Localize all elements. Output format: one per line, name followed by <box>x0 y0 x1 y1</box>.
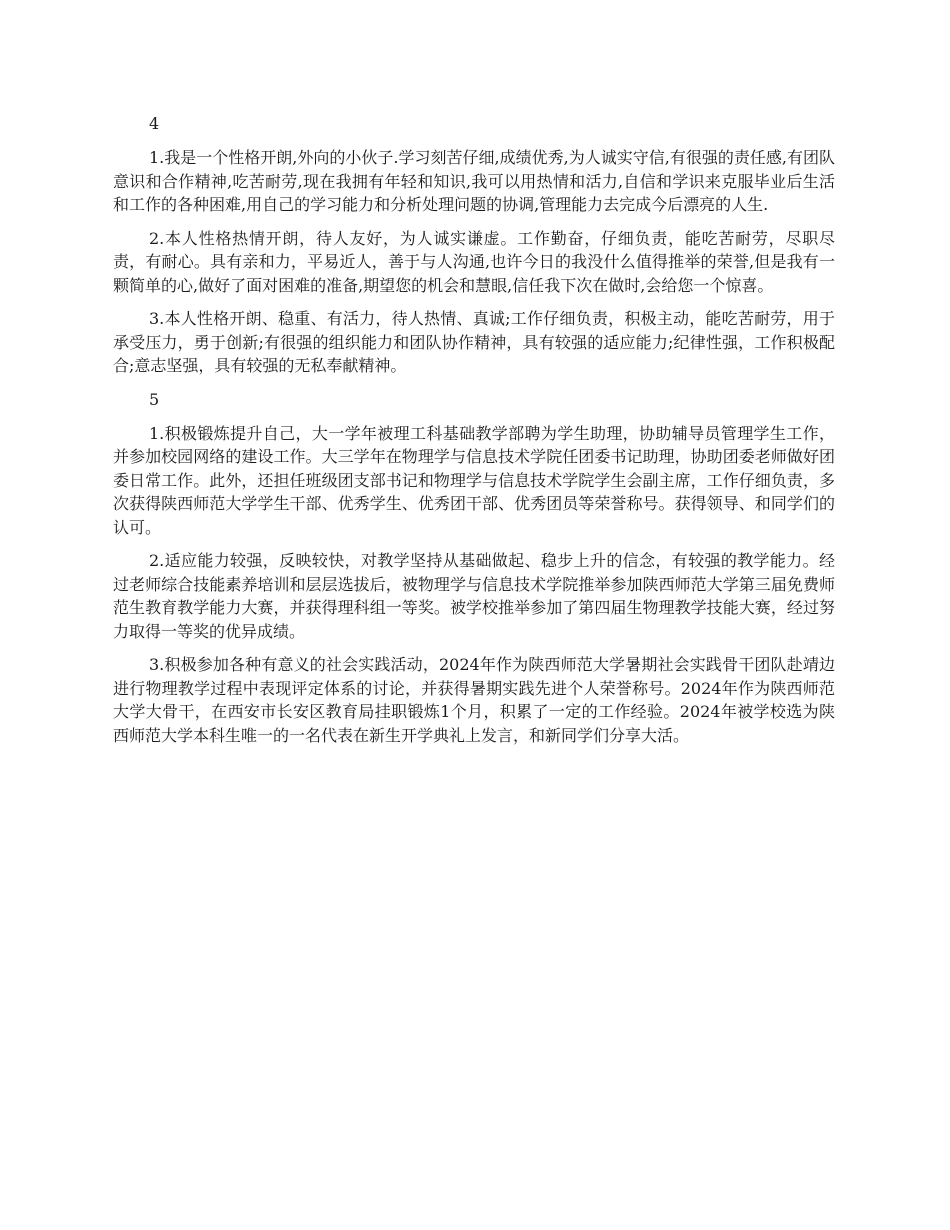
paragraph: 3.本人性格开朗、稳重、有活力，待人热情、真诚;工作仔细负责，积极主动，能吃苦耐劳，用于承受压力，勇于创新;有很强的组织能力和团队协作精神，具有较强的适应能力;纪律性强，工作积极配合;意志坚强，具有较强的无私奉献精神。 <box>113 309 835 375</box>
paragraph: 3.积极参加各种有意义的社会实践活动，2024年作为陕西师范大学暑期社会实践骨干团队赴靖边进行物理教学过程中表现评定体系的讨论，并获得暑期实践先进个人荣誉称号。2024年作为陕西师范大学大骨干，在西安市长安区教育局挂职锻炼1个月，积累了一定的工作经验。2024年被学校选为陕西师范大学本科生唯一的一名代表在新生开学典礼上发言，和新同学们分享大活。 <box>113 655 835 745</box>
section-number: 5 <box>149 389 160 409</box>
paragraph: 2.本人性格热情开朗，待人友好，为人诚实谦虚。工作勤奋，仔细负责，能吃苦耐劳，尽职尽责，有耐心。具有亲和力，平易近人，善于与人沟通,也许今日的我没什么值得推举的荣誉,但是我有一颗简单的心,做好了面对困难的准备,期望您的机会和慧眼,信任我下次在做时,会给您一个惊喜。 <box>113 228 835 295</box>
paragraph: 2.适应能力较强，反映较快，对教学坚持从基础做起、稳步上升的信念，有较强的教学能力。经过老师综合技能素养培训和层层选拔后，被物理学与信息技术学院推举参加陕西师范大学第三届免费师范生教育教学能力大赛，并获得理科组一等奖。被学校推举参加了第四届生物理教学技能大赛，经过努力取得一等奖的优异成绩。 <box>113 551 835 641</box>
paragraph: 1.我是一个性格开朗,外向的小伙子.学习刻苦仔细,成绩优秀,为人诚实守信,有很强的责任感,有团队意识和合作精神,吃苦耐劳,现在我拥有年轻和知识,我可以用热情和活力,自信和学识来克服毕业后生活和工作的各种困难,用自己的学习能力和分析处理问题的协调,管理能力去完成今后漂亮的人生. <box>113 148 835 214</box>
section-number: 4 <box>149 114 160 133</box>
document-body <box>113 112 835 757</box>
paragraph: 1.积极锻炼提升自己，大一学年被理工科基础教学部聘为学生助理，协助辅导员管理学生工作，并参加校园网络的建设工作。大三学年在物理学与信息技术学院任团委书记助理，协助团委老师做好团委日常工作。此外，还担任班级团支部书记和物理学与信息技术学院学生会副主席，工作仔细负责，多次获得陕西师范大学学生干部、优秀学生、优秀团干部、优秀团员等荣誉称号。获得领导、和同学们的认可。 <box>113 423 835 537</box>
